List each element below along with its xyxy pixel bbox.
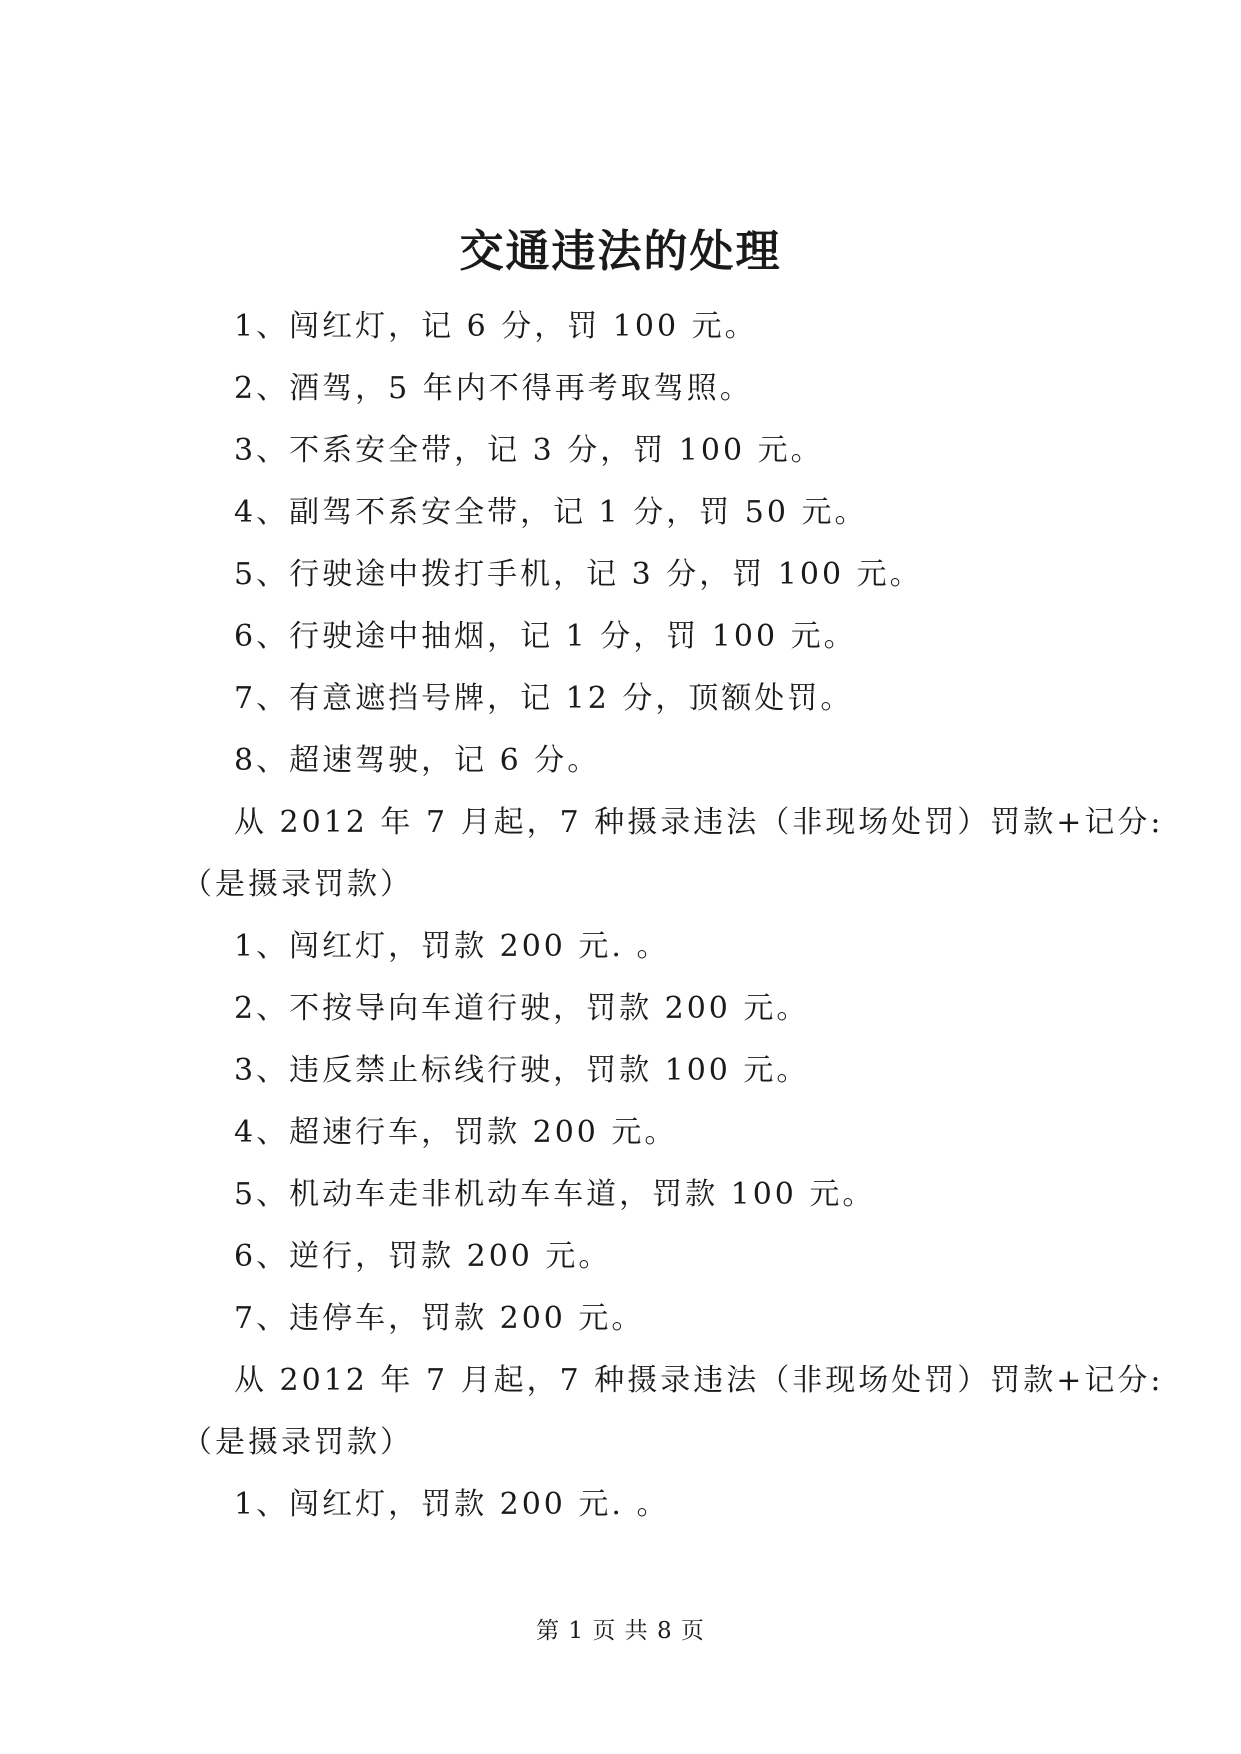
paragraph-line: 5、行驶途中拨打手机，记 3 分，罚 100 元。 bbox=[234, 557, 923, 592]
paragraph-line: 1、闯红灯，罚款 200 元. 。 bbox=[234, 929, 670, 964]
section-intro-line: 从 2012 年 7 月起，7 种摄录违法（非现场处罚）罚款+记分: bbox=[234, 1363, 1164, 1398]
section-intro-line: 从 2012 年 7 月起，7 种摄录违法（非现场处罚）罚款+记分: bbox=[234, 805, 1164, 840]
page-number-footer: 第 1 页 共 8 页 bbox=[536, 1618, 705, 1644]
paragraph-line: 6、行驶途中抽烟，记 1 分，罚 100 元。 bbox=[234, 619, 857, 654]
paragraph-line: 3、违反禁止标线行驶，罚款 100 元。 bbox=[234, 1053, 810, 1088]
paragraph-line: 1、闯红灯，记 6 分，罚 100 元。 bbox=[234, 309, 758, 344]
section-intro-continuation: （是摄录罚款） bbox=[182, 1425, 413, 1460]
paragraph-line: 1、闯红灯，罚款 200 元. 。 bbox=[234, 1487, 670, 1522]
paragraph-line: 2、酒驾，5 年内不得再考取驾照。 bbox=[234, 371, 753, 406]
paragraph-line: 5、机动车走非机动车车道，罚款 100 元。 bbox=[234, 1177, 876, 1212]
paragraph-line: 6、逆行，罚款 200 元。 bbox=[234, 1239, 612, 1274]
paragraph-line: 4、超速行车，罚款 200 元。 bbox=[234, 1115, 678, 1150]
paragraph-line: 7、有意遮挡号牌，记 12 分，顶额处罚。 bbox=[234, 681, 854, 716]
document-title: 交通违法的处理 bbox=[459, 226, 782, 277]
document-body bbox=[182, 296, 1164, 1536]
paragraph-line: 2、不按导向车道行驶，罚款 200 元。 bbox=[234, 991, 810, 1026]
paragraph-line: 8、超速驾驶，记 6 分。 bbox=[234, 743, 601, 778]
paragraph-line: 3、不系安全带，记 3 分，罚 100 元。 bbox=[234, 433, 824, 468]
section-intro-continuation: （是摄录罚款） bbox=[182, 867, 413, 902]
paragraph-line: 4、副驾不系安全带，记 1 分，罚 50 元。 bbox=[234, 495, 868, 530]
paragraph-line: 7、违停车，罚款 200 元。 bbox=[234, 1301, 645, 1336]
